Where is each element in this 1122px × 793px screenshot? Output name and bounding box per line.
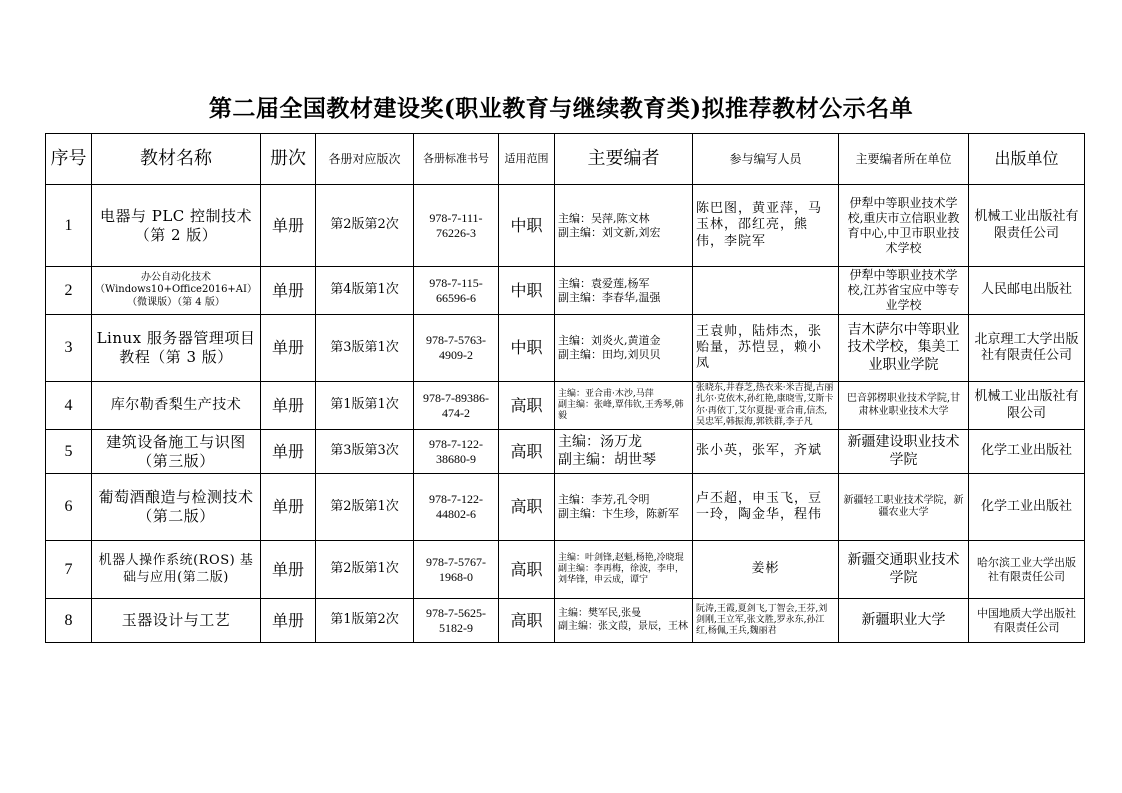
- row-version: 第2版第1次: [315, 474, 413, 541]
- row-volume: 单册: [260, 474, 315, 541]
- row-editors: [554, 599, 692, 643]
- row-editors: [554, 267, 692, 315]
- row-editors: [554, 541, 692, 599]
- header-seq: 序号: [46, 134, 92, 185]
- table-row: [46, 382, 1085, 430]
- row-isbn: 978-7-5767-1968-0: [413, 541, 498, 599]
- textbook-table: [45, 133, 1085, 643]
- header-name: 教材名称: [92, 134, 261, 185]
- row-publisher: 北京理工大学出版社有限责任公司: [968, 315, 1084, 382]
- row-name: [92, 267, 261, 315]
- row-editors: [554, 430, 692, 474]
- table-row: [46, 474, 1085, 541]
- table-row: [46, 267, 1085, 315]
- row-scope: 高职: [498, 430, 554, 474]
- row-scope: 中职: [498, 315, 554, 382]
- header-participants: 参与编写人员: [692, 134, 838, 185]
- header-isbn: 各册标准书号: [413, 134, 498, 185]
- row-unit: 新疆职业大学: [838, 599, 968, 643]
- document-title: 第二届全国教材建设奖(职业教育与继续教育类)拟推荐教材公示名单: [208, 95, 914, 122]
- row-unit: 伊犁中等职业技术学校,江苏省宝应中等专业学校: [838, 267, 968, 315]
- row-deputy-editor: 副主编：卞生珍，陈新军: [557, 507, 679, 520]
- row-seq: 3: [46, 315, 92, 382]
- row-publisher: 哈尔滨工业大学出版社有限责任公司: [968, 541, 1084, 599]
- row-participants: 张小英，张军，齐斌: [692, 430, 838, 474]
- header-unit: 主要编者所在单位: [838, 134, 968, 185]
- row-publisher: 中国地质大学出版社有限责任公司: [968, 599, 1084, 643]
- row-name: 电器与 PLC 控制技术（第 2 版）: [92, 185, 261, 267]
- row-version: 第2版第2次: [315, 185, 413, 267]
- row-deputy-editor: 副主编：田均,刘贝贝: [557, 348, 661, 361]
- row-scope: 高职: [498, 474, 554, 541]
- row-unit: 新疆交通职业技术学院: [838, 541, 968, 599]
- row-chief-editor: 主编：汤万龙: [557, 434, 642, 450]
- row-volume: 单册: [260, 541, 315, 599]
- row-seq: 8: [46, 599, 92, 643]
- row-seq: 6: [46, 474, 92, 541]
- row-editors: [554, 185, 692, 267]
- row-publisher: 机械工业出版社有限公司: [968, 382, 1084, 430]
- row-publisher: 化学工业出版社: [968, 430, 1084, 474]
- row-participants: 张晓东,井春芝,热衣来·米吉提,古丽扎尔·克依木,孙红艳,康晓雪,艾斯卡尔·再依丁,艾尔夏提·亚合甫,信杰,吴忠军,韩振海,郭铁群,李子凡: [692, 382, 838, 430]
- row-participants: 阮涛,王霞,夏剑飞,丁智会,王芬,刘剑刚,王立军,张文胜,罗永东,孙江红,杨佩,王兵,魏丽君: [692, 599, 838, 643]
- row-volume: 单册: [260, 267, 315, 315]
- header-volume: 册次: [260, 134, 315, 185]
- row-name-line: （Windows10+Office2016+AI）: [95, 284, 257, 296]
- row-unit: 新疆建设职业技术学院: [838, 430, 968, 474]
- table-row: [46, 599, 1085, 643]
- row-unit: 伊犁中等职业技术学校,重庆市立信职业教育中心,中卫市职业技术学校: [838, 185, 968, 267]
- row-chief-editor: 主编：叶剑锋,赵魁,杨艳,冷晓琨: [557, 552, 684, 563]
- row-version: 第3版第1次: [315, 315, 413, 382]
- row-volume: 单册: [260, 315, 315, 382]
- row-deputy-editor: 副主编：刘文新,刘宏: [557, 225, 661, 239]
- row-volume: 单册: [260, 185, 315, 267]
- row-version: 第2版第1次: [315, 541, 413, 599]
- row-seq: 7: [46, 541, 92, 599]
- row-scope: 中职: [498, 185, 554, 267]
- row-name-line: 办公自动化技术: [140, 271, 211, 283]
- row-unit: 吉木萨尔中等职业技术学校，集美工业职业学院: [838, 315, 968, 382]
- table-row: [46, 185, 1085, 267]
- row-participants: 姜彬: [692, 541, 838, 599]
- row-chief-editor: 主编：吴萍,陈文林: [557, 211, 650, 225]
- row-publisher: 机械工业出版社有限责任公司: [968, 185, 1084, 267]
- row-participants: [692, 267, 838, 315]
- row-volume: 单册: [260, 382, 315, 430]
- table-header-row: [46, 134, 1085, 185]
- row-editors: [554, 474, 692, 541]
- row-isbn: 978-7-122-38680-9: [413, 430, 498, 474]
- table-row: [46, 315, 1085, 382]
- row-version: 第1版第2次: [315, 599, 413, 643]
- row-version: 第4版第1次: [315, 267, 413, 315]
- header-editors: 主要编者: [554, 134, 692, 185]
- row-deputy-editor: 副主编：胡世琴: [557, 451, 656, 468]
- row-editors: [554, 315, 692, 382]
- row-deputy-editor: 副主编：李春华,温强: [557, 290, 661, 304]
- table-row: [46, 430, 1085, 474]
- header-version: 各册对应版次: [315, 134, 413, 185]
- row-name-line: （微课版）（第 4 版）: [127, 296, 225, 308]
- row-isbn: 978-7-5763-4909-2: [413, 315, 498, 382]
- row-seq: 4: [46, 382, 92, 430]
- row-scope: 高职: [498, 599, 554, 643]
- row-name: 机器人操作系统(ROS) 基础与应用(第二版): [92, 541, 261, 599]
- row-unit: 新疆轻工职业技术学院，新疆农业大学: [838, 474, 968, 541]
- row-volume: 单册: [260, 599, 315, 643]
- row-name: 玉器设计与工艺: [92, 599, 261, 643]
- row-name: 建筑设备施工与识图（第三版）: [92, 430, 261, 474]
- row-chief-editor: 主编：袁爱莲,杨军: [557, 276, 650, 290]
- row-isbn: 978-7-111-76226-3: [413, 185, 498, 267]
- row-scope: 高职: [498, 541, 554, 599]
- row-isbn: 978-7-122-44802-6: [413, 474, 498, 541]
- row-deputy-editor: 副主编：张文葭，景辰，王林: [557, 620, 688, 632]
- row-name: Linux 服务器管理项目教程（第 3 版）: [92, 315, 261, 382]
- row-participants: 王袁帅，陆炜杰，张贻量，苏恺昱，赖小凤: [692, 315, 838, 382]
- row-editors: [554, 382, 692, 430]
- row-publisher: 化学工业出版社: [968, 474, 1084, 541]
- row-seq: 2: [46, 267, 92, 315]
- row-chief-editor: 主编：亚合甫·木沙,马萍: [557, 388, 654, 399]
- row-chief-editor: 主编：刘炎火,黄道金: [557, 334, 661, 348]
- row-isbn: 978-7-5625-5182-9: [413, 599, 498, 643]
- row-version: 第1版第1次: [315, 382, 413, 430]
- row-volume: 单册: [260, 430, 315, 474]
- row-deputy-editor: 副主编：张峰,覃伟钦,王秀琴,韩毅: [557, 399, 684, 422]
- row-isbn: 978-7-89386-474-2: [413, 382, 498, 430]
- row-name: 库尔勒香梨生产技术: [92, 382, 261, 430]
- row-deputy-editor: 副主编：李再梅，徐波，李申，刘华锋，申云成，谭宁: [557, 563, 684, 586]
- header-publisher: 出版单位: [968, 134, 1084, 185]
- row-seq: 5: [46, 430, 92, 474]
- row-seq: 1: [46, 185, 92, 267]
- row-scope: 中职: [498, 267, 554, 315]
- header-scope: 适用范围: [498, 134, 554, 185]
- row-version: 第3版第3次: [315, 430, 413, 474]
- row-isbn: 978-7-115-66596-6: [413, 267, 498, 315]
- row-participants: 陈巴图，黄亚萍，马玉林，邵红亮，熊伟，李院军: [692, 185, 838, 267]
- row-name: 葡萄酒酿造与检测技术（第二版）: [92, 474, 261, 541]
- row-chief-editor: 主编：樊军民,张曼: [557, 608, 642, 619]
- row-chief-editor: 主编：李芳,孔令明: [557, 493, 650, 507]
- row-unit: 巴音郭楞职业技术学院,甘肃林业职业技术大学: [838, 382, 968, 430]
- row-participants: 卢丕超，申玉飞，豆一玲，陶金华，程伟: [692, 474, 838, 541]
- row-scope: 高职: [498, 382, 554, 430]
- row-publisher: 人民邮电出版社: [968, 267, 1084, 315]
- table-row: [46, 541, 1085, 599]
